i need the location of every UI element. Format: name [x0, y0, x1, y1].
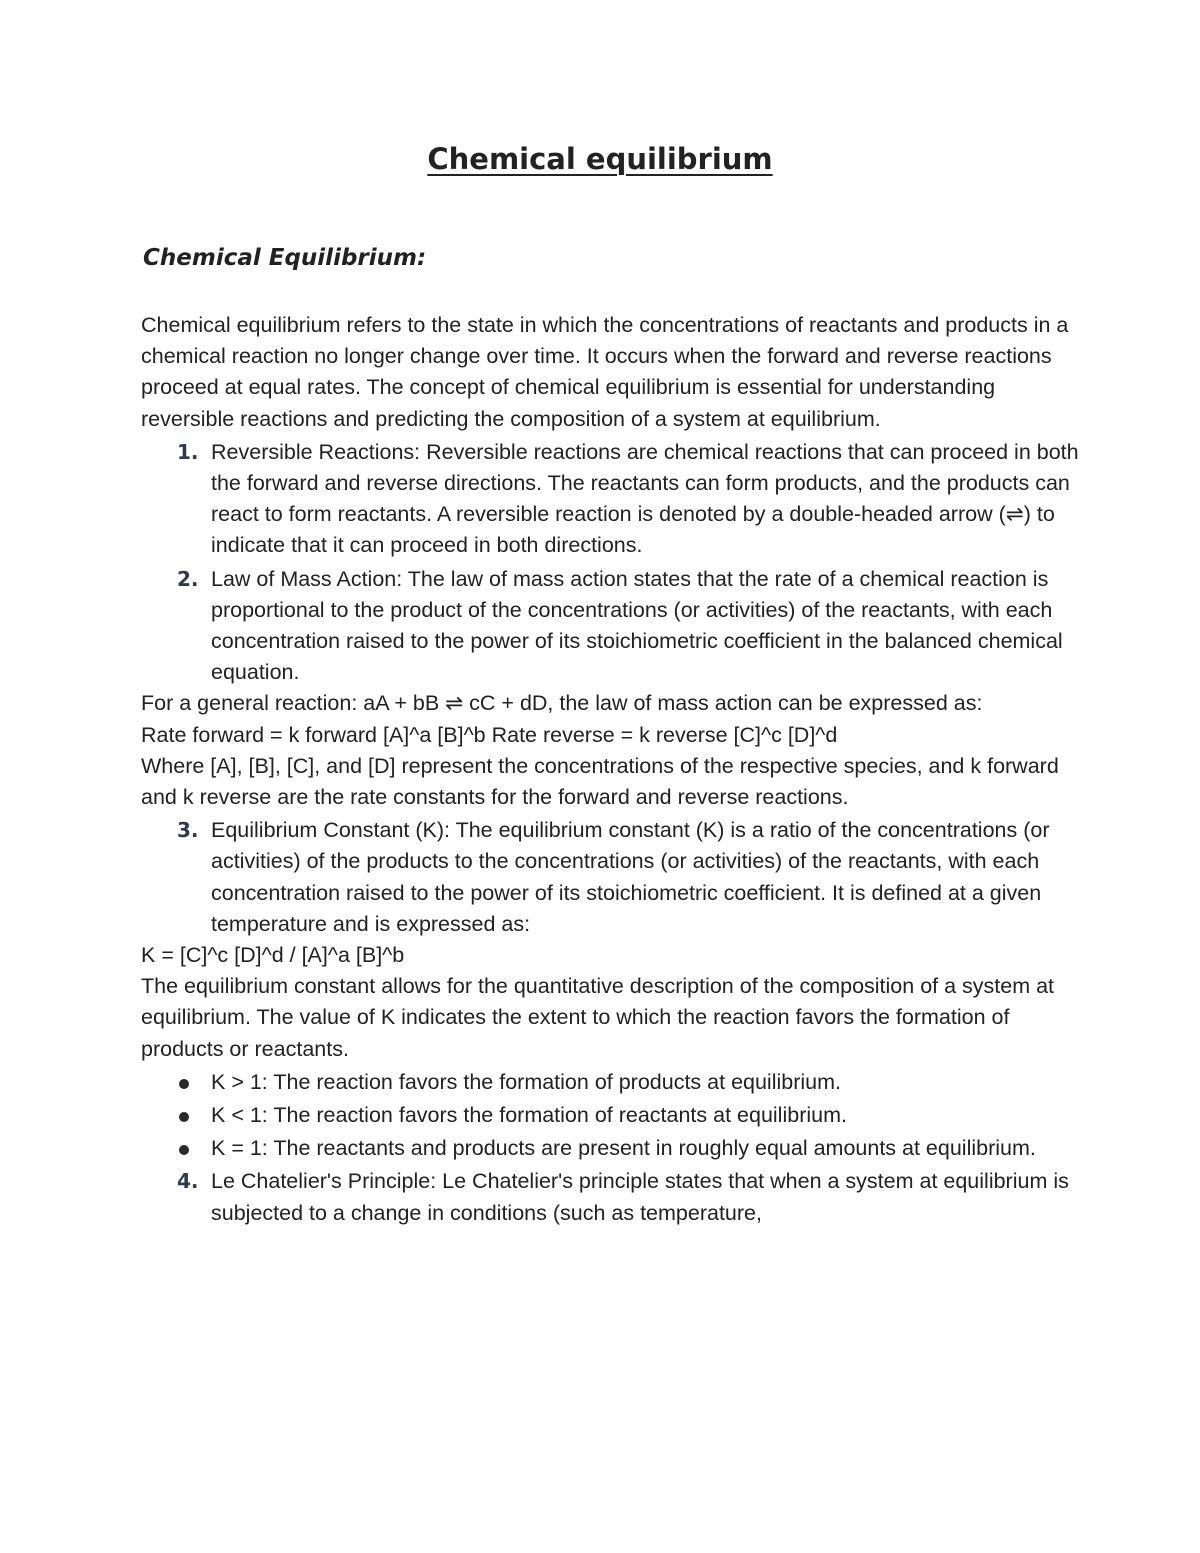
document-title: Chemical equilibrium	[427, 142, 773, 176]
section-heading: Chemical Equilibrium:	[143, 245, 427, 271]
bullet-icon	[179, 1112, 189, 1122]
list-item-2	[141, 564, 1081, 689]
list-item-4	[141, 1166, 1081, 1228]
bullet-icon	[179, 1145, 189, 1155]
list-item-text: Reversible Reactions: Reversible reactions are chemical reactions that can proceed in both the forward and reverse directions. The reactants can form products, and the products can react to form reactants. A reversible reaction is denoted by a double-headed arrow (⇌) to indicate that it can proceed in both directions.	[211, 439, 1079, 558]
bullet-icon	[179, 1079, 189, 1089]
bullet-text: K < 1: The reaction favors the formation of reactants at equilibrium.	[211, 1103, 847, 1128]
bullet-item-2	[141, 1100, 1081, 1131]
list-item-text: Law of Mass Action: The law of mass action states that the rate of a chemical reaction is proportional to the product of the concentrations (or activities) of the reactants, with each concentration raised to the power of its stoichiometric coefficient in the balanced chemical equation.	[211, 566, 1063, 685]
bullet-item-3	[141, 1133, 1081, 1164]
bullet-text: K > 1: The reaction favors the formation of products at equilibrium.	[211, 1069, 841, 1094]
list-number: 4.	[177, 1169, 199, 1194]
k-formula: K = [C]^c [D]^d / [A]^a [B]^b	[141, 943, 405, 968]
intro-paragraph: Chemical equilibrium refers to the state in which the concentrations of reactants and products in a chemical reaction no longer change over time. It occurs when the forward and reverse reactions proceed at equal rates. The concept of chemical equilibrium is essential for understanding reversible reactions and predicting the composition of a system at equilibrium.	[141, 313, 1069, 431]
list-number: 3.	[177, 818, 199, 843]
document-body	[141, 310, 1081, 1229]
list-item-1	[141, 437, 1081, 562]
list-item-text: Equilibrium Constant (K): The equilibrium constant (K) is a ratio of the concentrations (or activities) of the products to the concentrations (or activities) of the reactants, with each concentration raised to the power of its stoichiometric coefficient. It is defined at a given temperature and is expressed as:	[211, 818, 1050, 936]
list-item-text: Le Chatelier's Principle: Le Chatelier's principle states that when a system at equilibrium is subjected to a change in conditions (such as temperature,	[211, 1169, 1069, 1225]
bullet-text: K = 1: The reactants and products are present in roughly equal amounts at equilibrium.	[211, 1136, 1036, 1161]
list-number: 2.	[177, 566, 199, 591]
rate-equations: Rate forward = k forward [A]^a [B]^b Rate reverse = k reverse [C]^c [D]^d	[141, 722, 838, 747]
bullet-item-1	[141, 1067, 1081, 1098]
list-number: 1.	[177, 439, 199, 464]
mass-action-intro: For a general reaction: aA + bB ⇌ cC + dD, the law of mass action can be expressed as:	[141, 691, 983, 716]
list-item-3	[141, 815, 1081, 940]
rate-explanation: Where [A], [B], [C], and [D] represent the concentrations of the respective species, and k forward and k reverse are the rate constants for the forward and reverse reactions.	[141, 753, 1059, 810]
k-explanation: The equilibrium constant allows for the quantitative description of the composition of a system at equilibrium. The value of K indicates the extent to which the reaction favors the formation of products or reactants.	[141, 974, 1055, 1061]
